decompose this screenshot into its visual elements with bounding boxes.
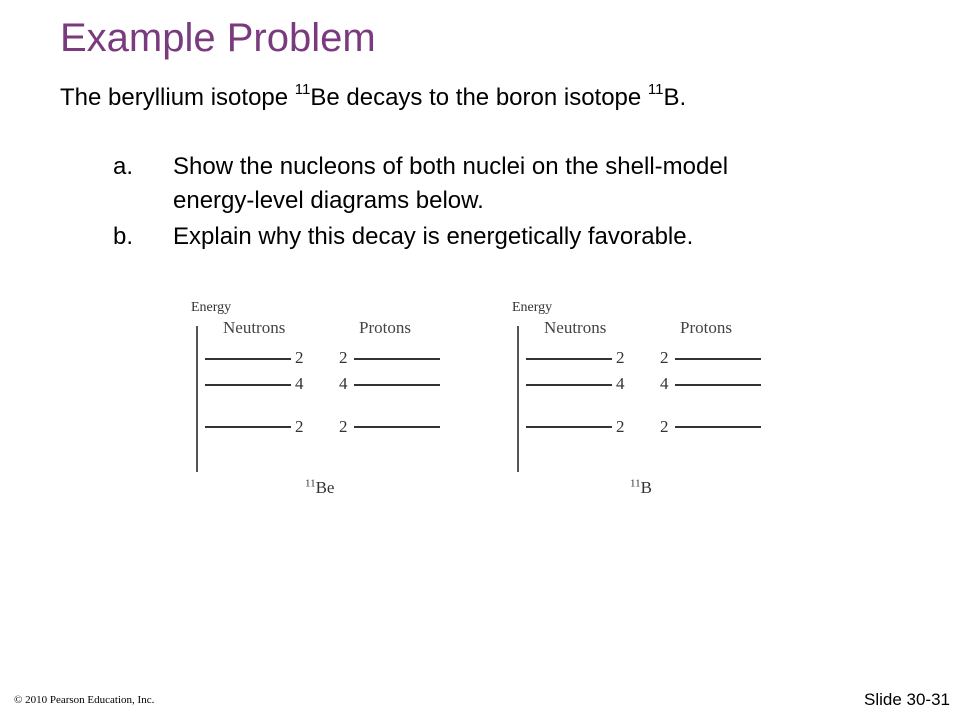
- question-item-b: [113, 220, 693, 254]
- intro-middle: decays to the boron isotope: [339, 84, 648, 111]
- intro-text: [60, 81, 687, 112]
- proton-count: 2: [660, 417, 669, 436]
- be-mass-number: 11: [294, 81, 311, 98]
- neutrons-header: Neutrons: [223, 318, 286, 337]
- protons-header: Protons: [680, 318, 732, 337]
- energy-axis: [517, 326, 519, 472]
- proton-count: 4: [660, 374, 669, 393]
- be-symbol: Be: [310, 84, 340, 111]
- intro-end: .: [679, 84, 687, 111]
- neutron-count: 4: [295, 374, 304, 393]
- energy-axis-label: Energy: [512, 300, 553, 315]
- item-b-label: b.: [113, 223, 134, 250]
- proton-count: 2: [339, 348, 348, 367]
- intro-before: The beryllium isotope: [60, 84, 295, 111]
- proton-level-line: [354, 426, 440, 428]
- slide-title: Example Problem: [60, 16, 376, 60]
- neutron-level-line: [526, 426, 612, 428]
- proton-level-line: [675, 426, 761, 428]
- neutron-count: 2: [295, 348, 304, 367]
- neutron-level-line: [205, 384, 291, 386]
- item-a-line2: energy-level diagrams below.: [173, 187, 484, 214]
- item-a-label: a.: [113, 153, 134, 180]
- neutron-level-line: [526, 358, 612, 360]
- neutron-count: 4: [616, 374, 625, 393]
- energy-axis: [196, 326, 198, 472]
- neutron-level-line: [526, 384, 612, 386]
- nuclide-label-b11: [630, 478, 652, 498]
- b-mass-number: 11: [647, 81, 664, 98]
- proton-count: 2: [339, 417, 348, 436]
- proton-count: 4: [339, 374, 348, 393]
- neutron-count: 2: [295, 417, 304, 436]
- energy-diagram-b11: [512, 300, 782, 510]
- nuclide-symbol: Be: [315, 478, 335, 497]
- nuclide-mass: 11: [305, 477, 316, 490]
- proton-level-line: [675, 384, 761, 386]
- protons-header: Protons: [359, 318, 411, 337]
- copyright-notice: © 2010 Pearson Education, Inc.: [14, 694, 155, 706]
- proton-level-line: [354, 384, 440, 386]
- question-item-a: [113, 150, 728, 218]
- item-a-text: [173, 150, 728, 218]
- neutrons-header: Neutrons: [544, 318, 607, 337]
- energy-axis-label: Energy: [191, 300, 232, 315]
- slide-number: Slide 30-31: [863, 690, 950, 709]
- proton-level-line: [675, 358, 761, 360]
- proton-count: 2: [660, 348, 669, 367]
- neutron-count: 2: [616, 417, 625, 436]
- item-b-text: Explain why this decay is energetically favorable.: [173, 223, 694, 250]
- neutron-level-line: [205, 426, 291, 428]
- b-symbol: B: [663, 84, 680, 111]
- nuclide-mass: 11: [630, 477, 641, 490]
- energy-diagram-be11: [191, 300, 461, 510]
- neutron-level-line: [205, 358, 291, 360]
- proton-level-line: [354, 358, 440, 360]
- nuclide-symbol: B: [640, 478, 652, 497]
- neutron-count: 2: [616, 348, 625, 367]
- nuclide-label-be11: [305, 478, 334, 498]
- item-a-line1: Show the nucleons of both nuclei on the shell-model: [173, 153, 729, 180]
